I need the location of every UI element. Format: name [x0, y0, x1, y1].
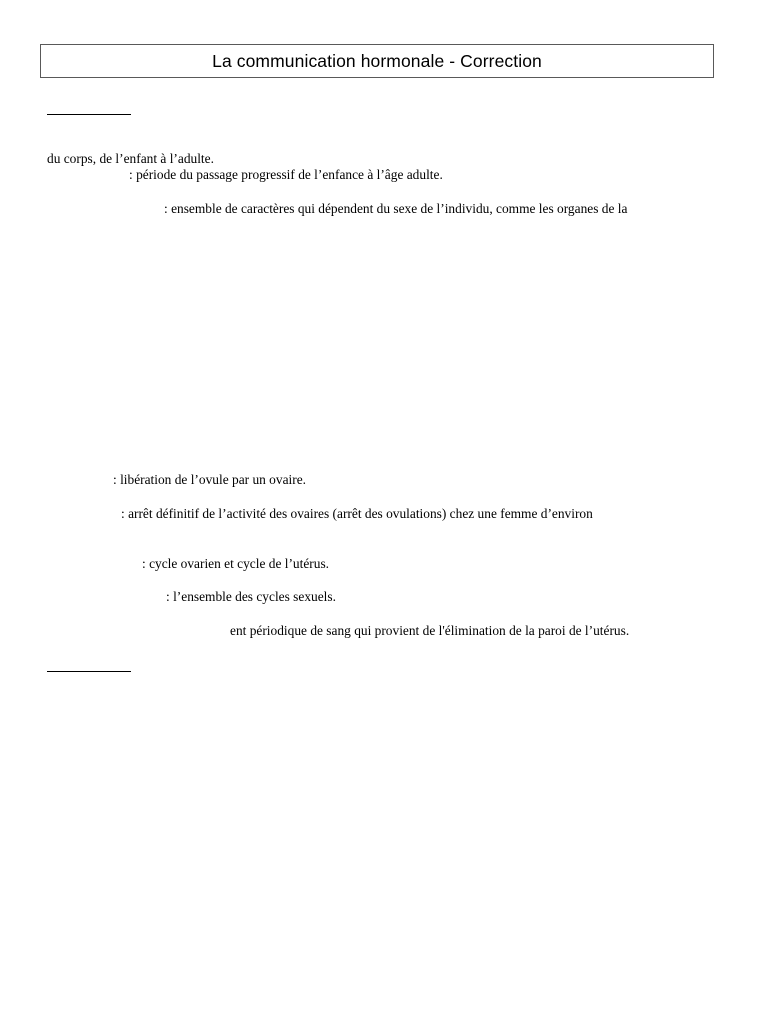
section-divider-top: [47, 114, 131, 115]
text-line-menstrual-cycle: : l’ensemble des cycles sexuels.: [166, 589, 336, 604]
text-line-ovulation: : libération de l’ovule par un ovaire.: [113, 472, 306, 487]
text-line-menstruation: ent périodique de sang qui provient de l'élimination de la paroi de l’utérus.: [230, 623, 630, 638]
text-line-menopause: : arrêt définitif de l’activité des ovaires (arrêt des ovulations) chez une femme d’environ: [121, 506, 593, 521]
title-box: [40, 44, 714, 78]
text-line-body-development: du corps, de l’enfant à l’adulte.: [47, 151, 214, 166]
text-line-sexual-characteristics: : ensemble de caractères qui dépendent du sexe de l’individu, comme les organes de la: [164, 201, 628, 216]
text-line-puberty-definition: : période du passage progressif de l’enfance à l’âge adulte.: [129, 167, 443, 182]
section-divider-bottom: [47, 671, 131, 672]
text-line-sexual-cycle: : cycle ovarien et cycle de l’utérus.: [142, 556, 330, 571]
page-title: La communication hormonale - Correction: [212, 50, 542, 71]
